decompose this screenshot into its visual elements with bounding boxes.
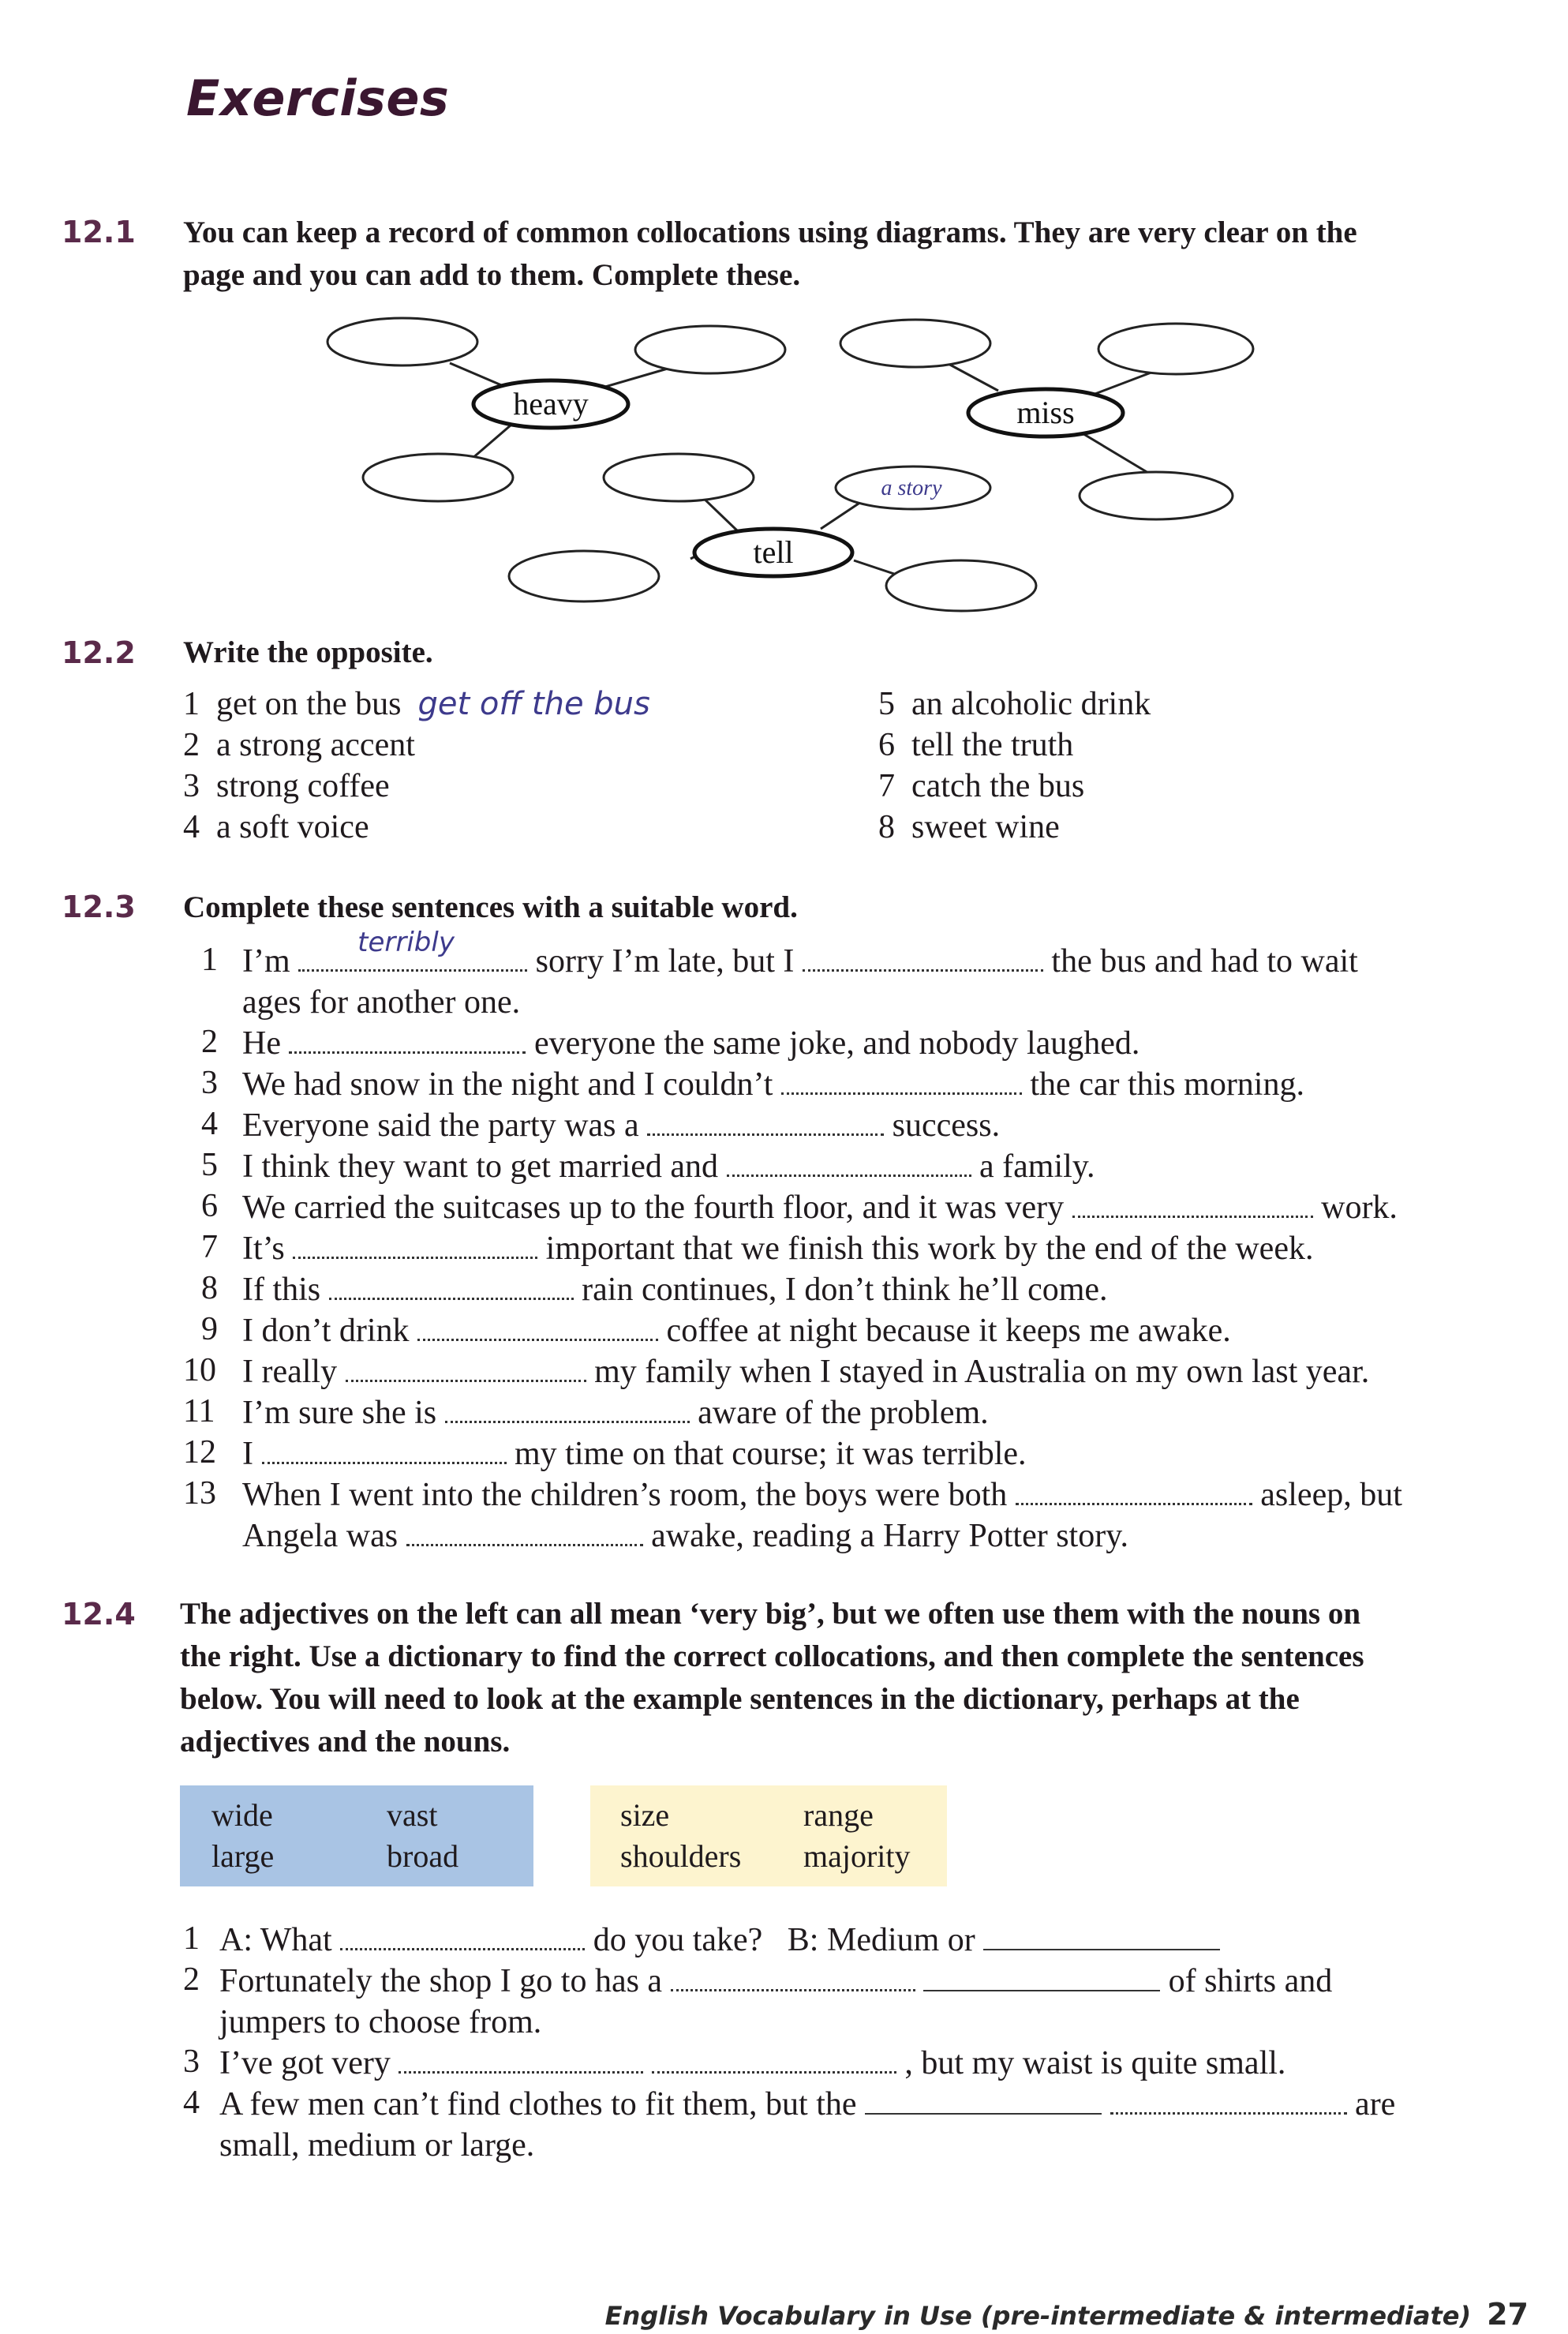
sentence-11: I’m sure she is aware of the problem.	[242, 1395, 989, 1431]
adjective-word: wide	[211, 1797, 273, 1833]
diagram-word-heavy: heavy	[513, 386, 589, 421]
sentence-7: It’s important that we finish this work by the end of the week.	[242, 1231, 1314, 1267]
answer-blank[interactable]	[781, 1069, 1022, 1095]
question-2: Fortunately the shop I go to has a of shirts and	[219, 1963, 1333, 1999]
opposite-item-8: 8 sweet wine	[878, 809, 1060, 845]
answer-blank[interactable]	[803, 946, 1043, 972]
page-number: 27	[1487, 2297, 1529, 2332]
sentence-1-continued: ages for another one.	[242, 984, 521, 1021]
answer-blank[interactable]	[298, 927, 527, 972]
adjectives-box	[180, 1785, 533, 1886]
diagram-word-tell: tell	[753, 534, 794, 570]
question-3: I’ve got very , but my waist is quite small.	[219, 2045, 1286, 2081]
noun-word: majority	[803, 1838, 911, 1874]
handwritten-answer: terribly	[357, 927, 455, 958]
exercise-number-12-3: 12.3	[62, 890, 136, 924]
sentence-9: I don’t drink coffee at night because it keeps me awake.	[242, 1313, 1231, 1349]
answer-blank[interactable]	[727, 1151, 971, 1177]
question-number: 1	[183, 1920, 200, 1957]
sentence-number: 1	[201, 942, 218, 978]
sentence-number: 9	[201, 1311, 218, 1347]
handwritten-answer: a story	[881, 476, 942, 500]
answer-blank[interactable]	[647, 1110, 884, 1136]
answer-blank[interactable]	[346, 1356, 586, 1382]
sentence-8: If this rain continues, I don’t think he’ll come.	[242, 1272, 1108, 1308]
sentence-12: I my time on that course; it was terrible.	[242, 1436, 1027, 1472]
answer-blank[interactable]	[329, 1274, 574, 1300]
sentence-6: We carried the suitcases up to the fourth floor, and it was very work.	[242, 1189, 1398, 1226]
exercise-number-12-2: 12.2	[62, 635, 136, 670]
exercise-instruction-12-2: Write the opposite.	[183, 635, 433, 669]
instruction-line: adjectives and the nouns.	[180, 1725, 511, 1759]
exercise-number-12-1: 12.1	[62, 215, 136, 249]
answer-blank[interactable]	[1016, 1479, 1252, 1505]
sentence-number: 6	[201, 1188, 218, 1224]
question-number: 2	[183, 1961, 200, 1998]
sentence-4: Everyone said the party was a success.	[242, 1107, 1001, 1144]
answer-blank[interactable]	[923, 1966, 1160, 1991]
exercise-number-12-4: 12.4	[62, 1597, 136, 1632]
question-number: 4	[183, 2085, 200, 2121]
opposite-item-3: 3 strong coffee	[183, 768, 390, 804]
sentence-number: 7	[201, 1229, 218, 1265]
blank-oval[interactable]	[1080, 472, 1233, 519]
answer-blank[interactable]	[652, 2047, 896, 2074]
question-4-continued: small, medium or large.	[219, 2127, 535, 2164]
opposite-item-2: 2 a strong accent	[183, 727, 415, 763]
question-1: A: What do you take? B: Medium or	[219, 1920, 1220, 1961]
blank-oval[interactable]	[886, 560, 1036, 611]
sentence-number: 4	[201, 1106, 218, 1142]
question-number: 3	[183, 2044, 200, 2080]
sentence-1: I’m terribly sorry I’m late, but I the bus and had to wait	[242, 941, 1358, 982]
sentence-3: We had snow in the night and I couldn’t the car this morning.	[242, 1066, 1304, 1103]
exercise-instruction-12-3: Complete these sentences with a suitable word.	[183, 890, 798, 924]
adjective-word: large	[211, 1838, 275, 1874]
noun-word: range	[803, 1797, 874, 1833]
sentence-number: 10	[183, 1352, 216, 1388]
answer-blank[interactable]	[262, 1438, 507, 1464]
blank-oval[interactable]	[363, 454, 513, 501]
handwritten-answer: get off the bus	[417, 686, 650, 722]
answer-blank[interactable]	[340, 1924, 585, 1950]
opposite-item-5: 5 an alcoholic drink	[878, 686, 1151, 722]
answer-blank[interactable]	[406, 1520, 643, 1546]
answer-blank[interactable]	[671, 1965, 915, 1991]
opposite-item-4: 4 a soft voice	[183, 809, 369, 845]
book-title: English Vocabulary in Use (pre-intermediate & intermediate)	[604, 2301, 1472, 2331]
collocation-diagram	[0, 0, 1568, 631]
answer-blank[interactable]	[289, 1028, 526, 1054]
answer-blank[interactable]	[1110, 2089, 1347, 2115]
adjective-word: vast	[387, 1797, 438, 1833]
adjective-word: broad	[387, 1838, 459, 1874]
question-2-continued: jumpers to choose from.	[219, 2004, 542, 2040]
diagram-word-miss: miss	[1016, 395, 1075, 430]
sentence-number: 2	[201, 1024, 218, 1060]
exercise-instruction-12-4	[180, 1593, 1364, 1763]
sentence-10: I really my family when I stayed in Australia on my own last year.	[242, 1354, 1370, 1390]
sentence-number: 13	[183, 1475, 216, 1512]
blank-oval[interactable]	[840, 320, 990, 367]
question-4: A few men can’t find clothes to fit them, but the are	[219, 2086, 1396, 2122]
sentence-5: I think they want to get married and a family.	[242, 1148, 1095, 1185]
sentence-number: 3	[201, 1065, 218, 1101]
blank-oval[interactable]	[1098, 324, 1253, 374]
blank-oval[interactable]	[604, 454, 754, 501]
instruction-line: You can keep a record of common collocations using diagrams. They are very clear on the	[183, 215, 1357, 249]
answer-blank[interactable]	[983, 1925, 1220, 1950]
nouns-box	[590, 1785, 947, 1886]
answer-blank[interactable]	[445, 1397, 690, 1423]
page-footer	[605, 2297, 1529, 2332]
answer-blank[interactable]	[865, 2089, 1102, 2115]
opposite-item-7: 7 catch the bus	[878, 768, 1085, 804]
blank-oval[interactable]	[635, 326, 785, 373]
answer-blank[interactable]	[399, 2047, 643, 2074]
instruction-line: below. You will need to look at the example sentences in the dictionary, perhaps at the	[180, 1682, 1300, 1716]
instruction-line: The adjectives on the left can all mean ‘very big’, but we often use them with the nouns on	[180, 1597, 1361, 1631]
opposite-item-6: 6 tell the truth	[878, 727, 1074, 763]
answer-blank[interactable]	[417, 1315, 658, 1341]
sentence-number: 5	[201, 1147, 218, 1183]
blank-oval[interactable]	[509, 551, 659, 601]
instruction-line: page and you can add to them. Complete these.	[183, 258, 801, 292]
sentence-13: When I went into the children’s room, the boys were both asleep, but	[242, 1477, 1402, 1513]
noun-word: shoulders	[620, 1838, 742, 1874]
blank-oval[interactable]	[327, 318, 477, 365]
noun-word: size	[620, 1797, 670, 1833]
sentence-number: 12	[183, 1434, 216, 1470]
instruction-line: the right. Use a dictionary to find the correct collocations, and then complete the sentences	[180, 1639, 1364, 1673]
answer-blank[interactable]	[293, 1233, 537, 1259]
sentence-number: 8	[201, 1270, 218, 1306]
page-title: Exercises	[186, 69, 450, 127]
answer-blank[interactable]	[1072, 1192, 1313, 1218]
sentence-13-continued: Angela was awake, reading a Harry Potter story.	[242, 1518, 1128, 1554]
sentence-number: 11	[183, 1393, 215, 1429]
sentence-2: He everyone the same joke, and nobody laughed.	[242, 1025, 1140, 1062]
opposite-item-1: 1 get on the bus get off the bus	[183, 686, 650, 722]
